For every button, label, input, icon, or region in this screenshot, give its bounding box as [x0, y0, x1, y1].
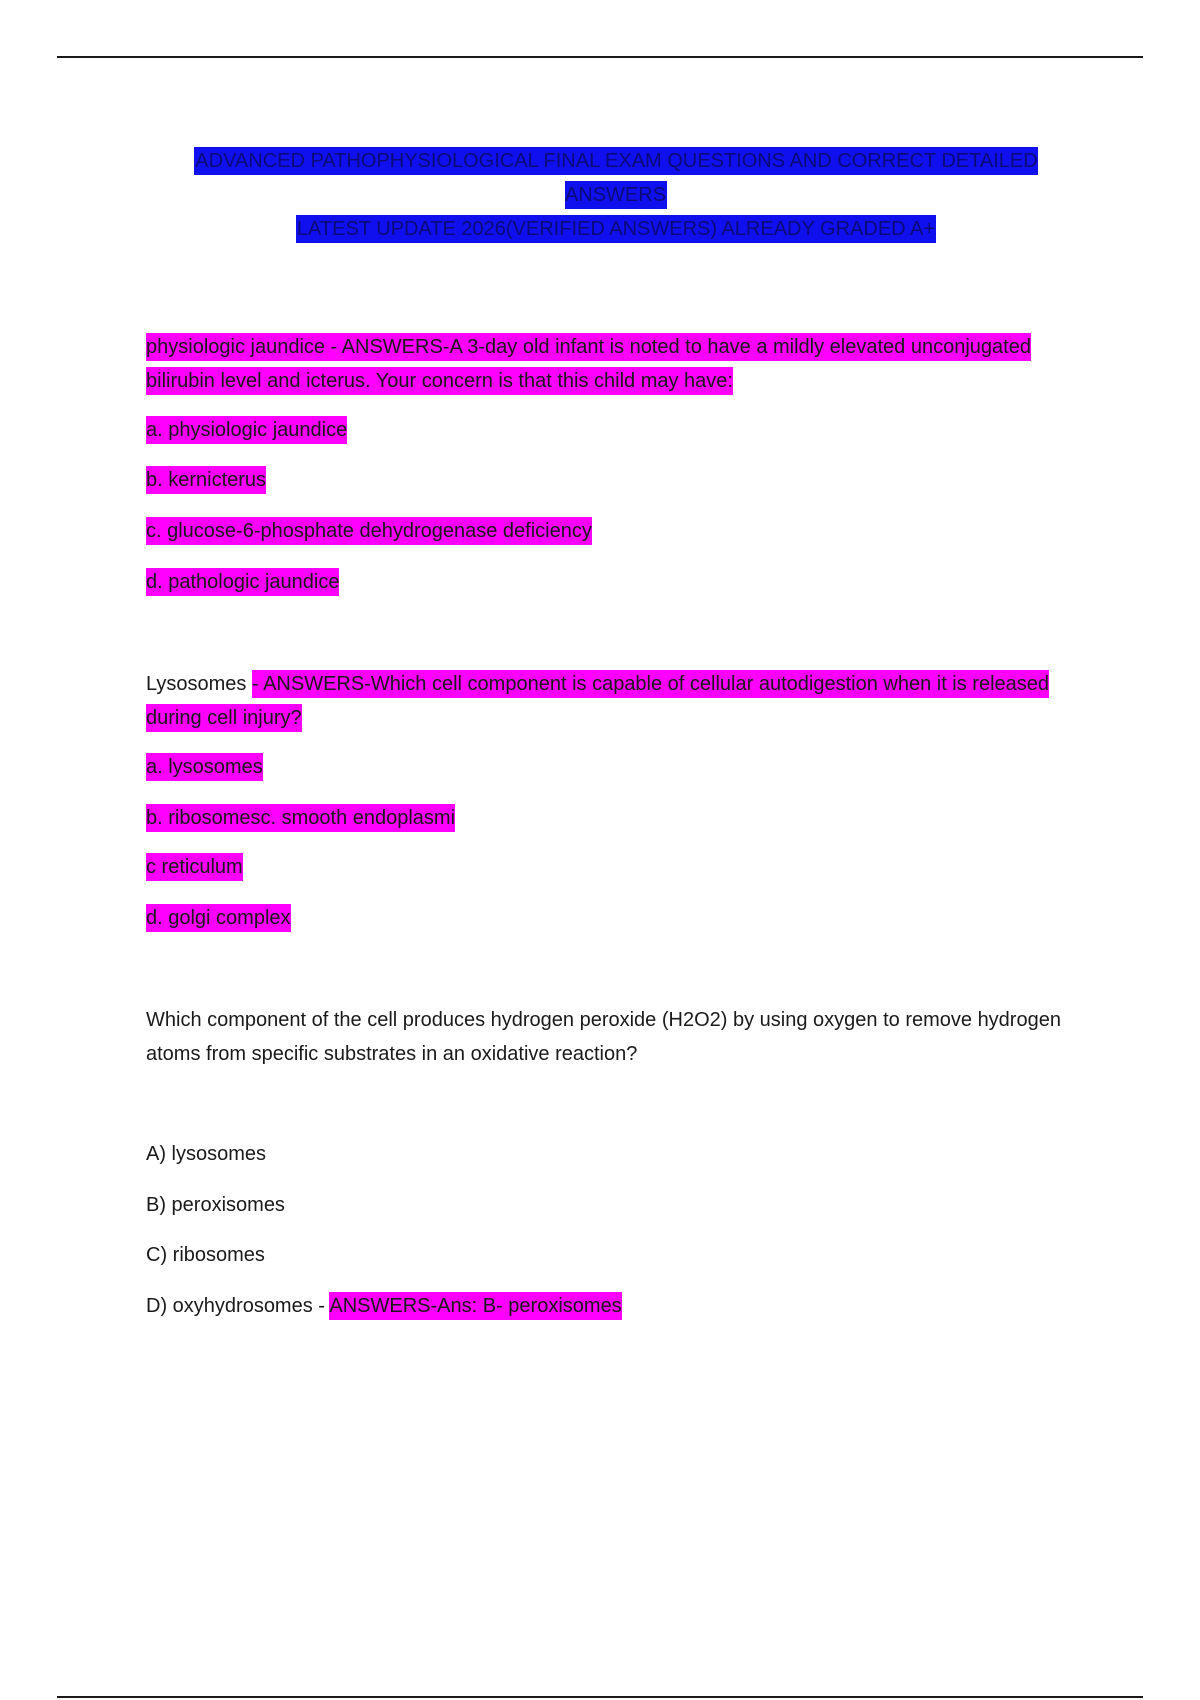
document-title — [146, 144, 1086, 246]
option-text: c. glucose-6-phosphate dehydrogenase deficiency — [146, 517, 592, 545]
question-1-option-b — [146, 463, 1076, 497]
question-1-option-c — [146, 514, 1076, 548]
question-1-highlight: physiologic jaundice - ANSWERS-A 3-day old infant is noted to have a mildly elevated unconjugated bilirubin level and icterus. Your concern is that this child may have: — [146, 333, 1031, 395]
question-3-option-a — [146, 1137, 1076, 1171]
option-text: D) oxyhydrosomes - — [146, 1295, 330, 1317]
option-text: A) lysosomes — [146, 1143, 267, 1165]
question-2-option-c — [146, 850, 1076, 884]
question-2-option-a — [146, 750, 1076, 784]
question-2-option-b — [146, 801, 1076, 835]
top-rule — [57, 56, 1143, 58]
title-line-2: LATEST UPDATE 2026(VERIFIED ANSWERS) ALREADY GRADED A+ — [296, 215, 936, 243]
question-2-highlight: - ANSWERS-Which cell component is capable of cellular autodigestion when it is released during cell injury? — [146, 670, 1049, 732]
option-text: d. pathologic jaundice — [146, 568, 339, 596]
option-text: C) ribosomes — [146, 1244, 265, 1266]
question-2-option-d — [146, 901, 1076, 935]
question-3-option-c — [146, 1238, 1076, 1272]
option-text: B) peroxisomes — [146, 1194, 285, 1216]
question-3-option-d — [146, 1289, 1076, 1323]
bottom-rule — [57, 1696, 1143, 1698]
question-1-option-a — [146, 413, 1076, 447]
question-3-text — [146, 1003, 1076, 1071]
question-3-option-b — [146, 1188, 1076, 1222]
option-text: d. golgi complex — [146, 904, 291, 932]
option-text: a. lysosomes — [146, 753, 263, 781]
option-text: a. physiologic jaundice — [146, 416, 347, 444]
title-line-1: ADVANCED PATHOPHYSIOLOGICAL FINAL EXAM QUESTIONS AND CORRECT DETAILED ANSWERS — [194, 147, 1037, 209]
question-1-text — [146, 330, 1076, 398]
option-text: c reticulum — [146, 853, 243, 881]
option-text: b. kernicterus — [146, 466, 266, 494]
option-text: b. ribosomesc. smooth endoplasmi — [146, 804, 455, 832]
question-2-text — [146, 667, 1076, 735]
question-3-answer: ANSWERS-Ans: B- peroxisomes — [329, 1292, 621, 1320]
question-3-body: Which component of the cell produces hydrogen peroxide (H2O2) by using oxygen to remove hydrogen atoms from specific substrates in an oxidative reaction? — [146, 1009, 1061, 1065]
question-2-term: Lysosomes — [146, 673, 252, 695]
question-1-option-d — [146, 565, 1076, 599]
